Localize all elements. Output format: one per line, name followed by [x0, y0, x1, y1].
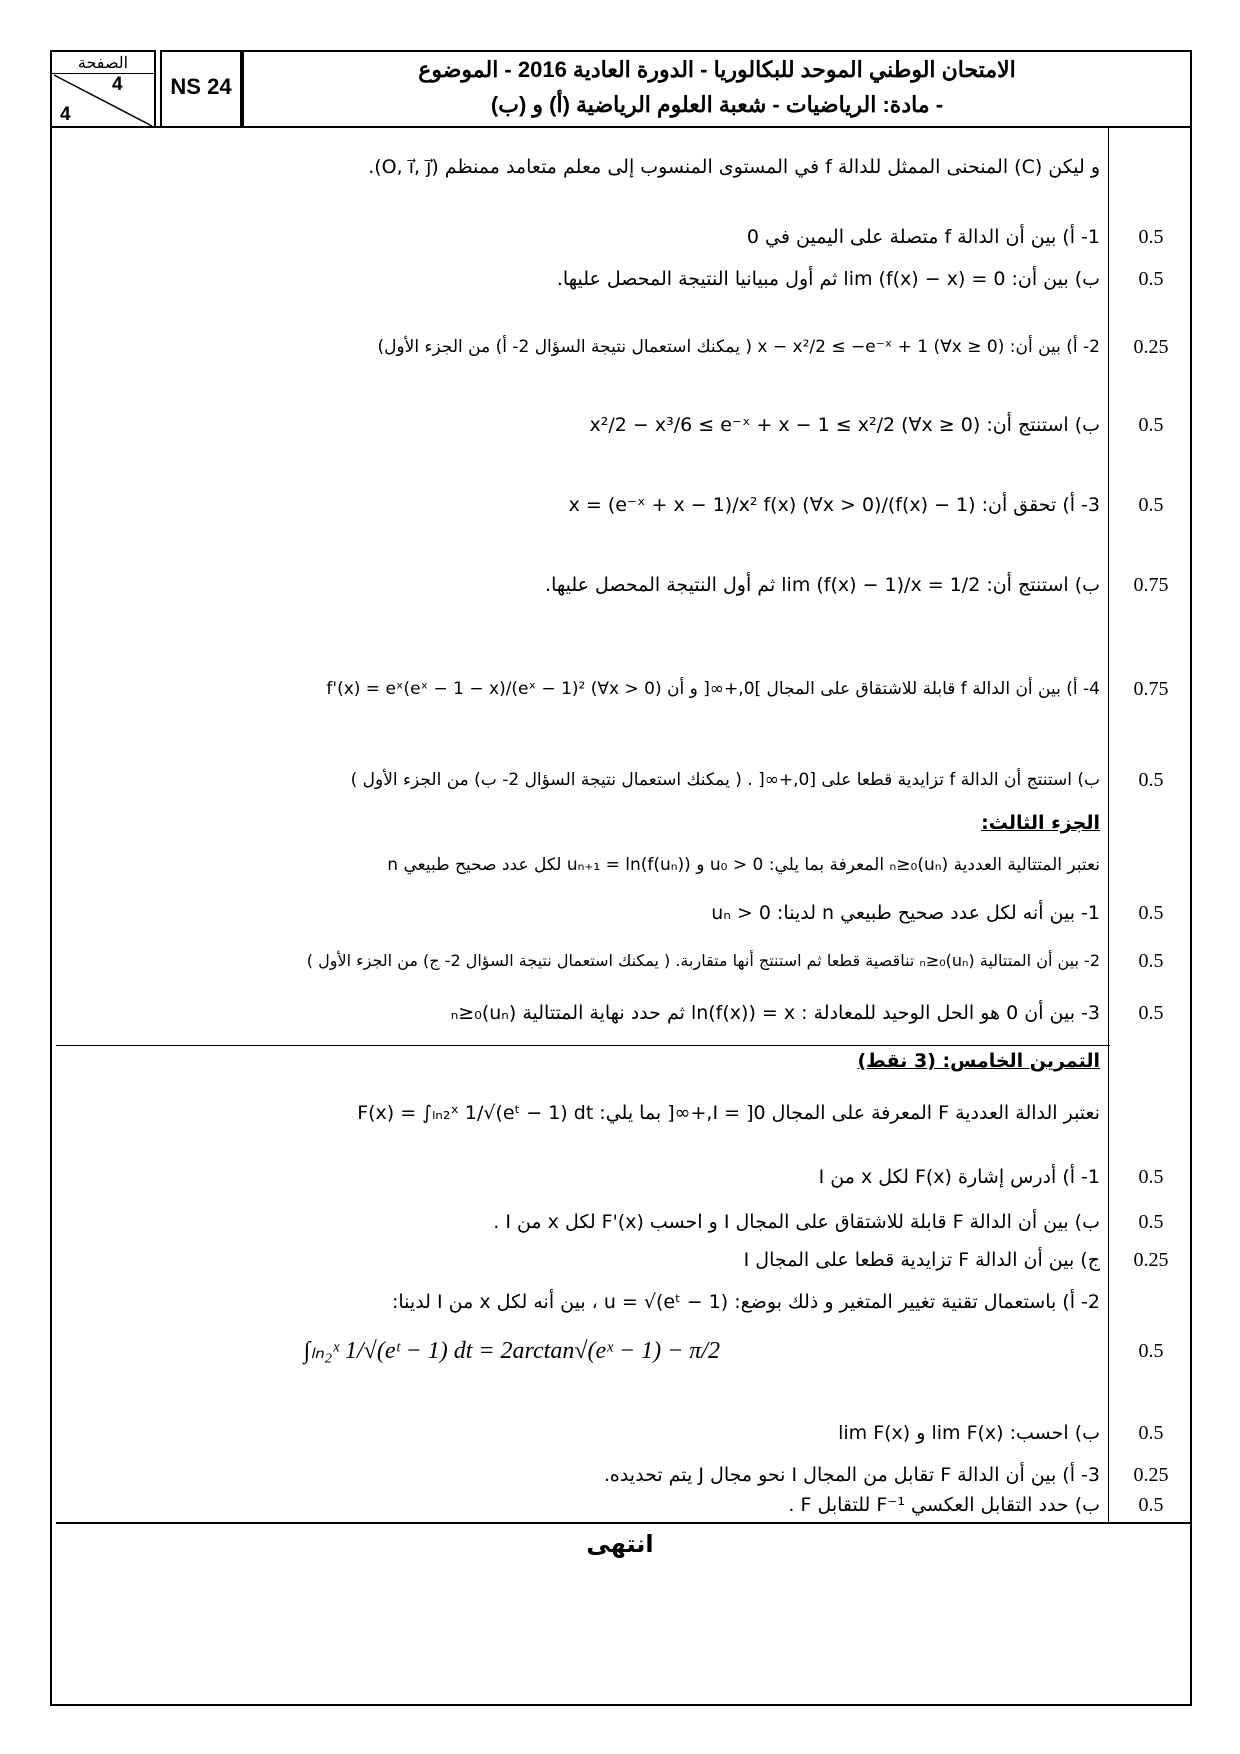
- question-text: 2- بين أن المتتالية (uₙ)ₙ≥₀ تناقصية قطعا ثم استنتج أنها متقاربة. ( يمكنك استعمال نتيجة السؤال 2- ج) من الجزء الأول ): [306, 951, 1100, 970]
- question-line: [56, 1488, 1100, 1522]
- question-text: 2- أ) باستعمال تقنية تغيير المتغير و ذلك بوضع: u = √(eᵗ − 1) ، بين أنه لكل x من I لدينا:: [391, 1291, 1100, 1313]
- question-line: [56, 262, 1100, 296]
- grade-column-divider: [1108, 128, 1109, 1522]
- formula-line: [56, 1334, 1100, 1368]
- exam-title-line1: الامتحان الوطني الموحد للبكالوريا - الدورة العادية 2016 - الموضوع: [418, 57, 1016, 82]
- exam-code-box: [160, 50, 242, 128]
- section-heading: [56, 1044, 1100, 1078]
- question-line: [56, 996, 1100, 1030]
- page-number-box: [50, 50, 156, 128]
- end-separator: [56, 1522, 1190, 1524]
- question-text: ب) استنتج أن الدالة f تزايدية قطعا على [0,+∞[ . ( يمكنك استعمال نتيجة السؤال 2- ب) من الجزء الأول ): [350, 770, 1100, 790]
- grade-value: 0.25: [1133, 1464, 1169, 1486]
- grade-value: 0.5: [1138, 1340, 1164, 1362]
- grade-value: 0.5: [1138, 902, 1164, 924]
- page-current: 4: [112, 74, 123, 95]
- question-text: 1- أ) بين أن الدالة f متصلة على اليمين في 0: [746, 226, 1100, 248]
- question-line: [56, 1458, 1100, 1492]
- question-text: ب) حدد التقابل العكسي F⁻¹ للتقابل F .: [788, 1494, 1100, 1516]
- question-text: و ليكن (C) المنحنى الممثل للدالة f في المستوى المنسوب إلى معلم متعامد ممنظم (O, i⃗, j⃗).: [368, 156, 1100, 178]
- exam-title-line2: - مادة: الرياضيات - شعبة العلوم الرياضية (أ) و (ب): [490, 92, 944, 117]
- question-line: [56, 1160, 1100, 1194]
- grade-value: 0.5: [1138, 1422, 1164, 1444]
- frame-top-border: [50, 126, 1192, 128]
- question-text: 1- بين أنه لكل عدد صحيح طبيعي n لدينا: uₙ > 0: [711, 902, 1100, 924]
- question-line: [56, 568, 1100, 602]
- page-total: 4: [60, 104, 71, 125]
- question-text: ج) بين أن الدالة F تزايدية قطعا على المجال I: [743, 1249, 1100, 1271]
- exam-title-box: [242, 50, 1192, 128]
- end-marker: انتهى: [586, 1530, 654, 1558]
- question-text: 4- أ) بين أن الدالة f قابلة للاشتقاق على المجال ]0,+∞[ و أن f'(x) = eˣ(eˣ − 1 − x)/(eˣ − 1)² (∀x > 0): [326, 679, 1100, 699]
- grade-value: 0.5: [1138, 268, 1164, 290]
- question-line: [56, 488, 1100, 522]
- question-text: 1- أ) أدرس إشارة F(x) لكل x من I: [818, 1166, 1100, 1188]
- question-text: 3- أ) بين أن الدالة F تقابل من المجال I نحو مجال J يتم تحديده.: [603, 1464, 1100, 1486]
- grade-value: 0.25: [1133, 1249, 1169, 1271]
- grade-value: 0.5: [1138, 1211, 1164, 1233]
- grade-value: 0.25: [1133, 336, 1169, 358]
- question-line: [56, 672, 1100, 706]
- grade-value: 0.5: [1138, 1494, 1164, 1516]
- page-label: الصفحة: [52, 55, 154, 74]
- question-text: ب) احسب: lim F(x) و lim F(x): [838, 1422, 1100, 1444]
- question-text: 3- أ) تحقق أن: (f(x) − 1)/x = (e⁻ˣ + x − 1)/x² f(x) (∀x > 0): [568, 494, 1100, 516]
- grade-value: 0.5: [1138, 1166, 1164, 1188]
- exercise-five-title: التمرين الخامس: (3 نقط): [857, 1050, 1100, 1072]
- question-line: [56, 848, 1100, 882]
- grade-value: 0.5: [1138, 494, 1164, 516]
- question-text: ب) استنتج أن: lim (f(x) − 1)/x = 1/2 ثم أول النتيجة المحصل عليها.: [545, 574, 1100, 596]
- question-line: [56, 944, 1100, 978]
- question-text: نعتبر الدالة العددية F المعرفة على المجال I = ]0,+∞[ بما يلي: F(x) = ∫ₗₙ₂ˣ 1/√(eᵗ − 1) dt: [357, 1102, 1100, 1124]
- question-line: [56, 408, 1100, 442]
- question-text: نعتبر المتتالية العددية (uₙ)ₙ≥₀ المعرفة بما يلي: u₀ > 0 و uₙ₊₁ = ln(f(uₙ)) لكل عدد صحيح طبيعي n: [387, 855, 1100, 875]
- frame-bottom-border: [50, 1704, 1192, 1706]
- question-line: [56, 763, 1100, 797]
- grade-value: 0.5: [1138, 950, 1164, 972]
- grade-value: 0.5: [1138, 1002, 1164, 1024]
- question-line: [56, 1096, 1100, 1130]
- question-line: [56, 896, 1100, 930]
- grade-value: 0.5: [1138, 769, 1164, 791]
- question-line: [56, 220, 1100, 254]
- integral-formula: ∫ₗₙ₂ˣ 1/√(eᵗ − 1) dt = 2arctan√(eˣ − 1) − π/2: [303, 1338, 720, 1364]
- grade-value: 0.75: [1133, 574, 1169, 596]
- exam-code: NS 24: [170, 74, 232, 99]
- frame-left-border: [50, 126, 52, 1706]
- grade-value: 0.75: [1133, 678, 1169, 700]
- question-line: [56, 330, 1100, 364]
- question-line: [56, 1416, 1100, 1450]
- question-line: [56, 1285, 1100, 1319]
- question-text: ب) استنتج أن: x²/2 − x³/6 ≤ e⁻ˣ + x − 1 ≤ x²/2 (∀x ≥ 0): [589, 414, 1100, 436]
- grade-value: 0.5: [1138, 414, 1164, 436]
- question-text: 3- بين أن 0 هو الحل الوحيد للمعادلة : ln(f(x)) = x ثم حدد نهاية المتتالية (uₙ)ₙ≥₀: [450, 1002, 1100, 1024]
- question-line: [56, 1205, 1100, 1239]
- question-line: [56, 1243, 1100, 1277]
- part-three-title: الجزء الثالث:: [981, 812, 1100, 834]
- question-text: ب) بين أن الدالة F قابلة للاشتقاق على المجال I و احسب F'(x) لكل x من I .: [493, 1211, 1100, 1233]
- grade-value: 0.5: [1138, 226, 1164, 248]
- section-heading: [56, 806, 1100, 840]
- question-line: [56, 150, 1100, 184]
- question-text: 2- أ) بين أن: x − x²/2 ≤ −e⁻ˣ + 1 (∀x ≥ 0) ( يمكنك استعمال نتيجة السؤال 2- أ) من الجزء الأول): [377, 337, 1100, 357]
- frame-right-border: [1190, 126, 1192, 1706]
- question-text: ب) بين أن: 0 = lim (f(x) − x) ثم أول مبيانيا النتيجة المحصل عليها.: [556, 268, 1100, 290]
